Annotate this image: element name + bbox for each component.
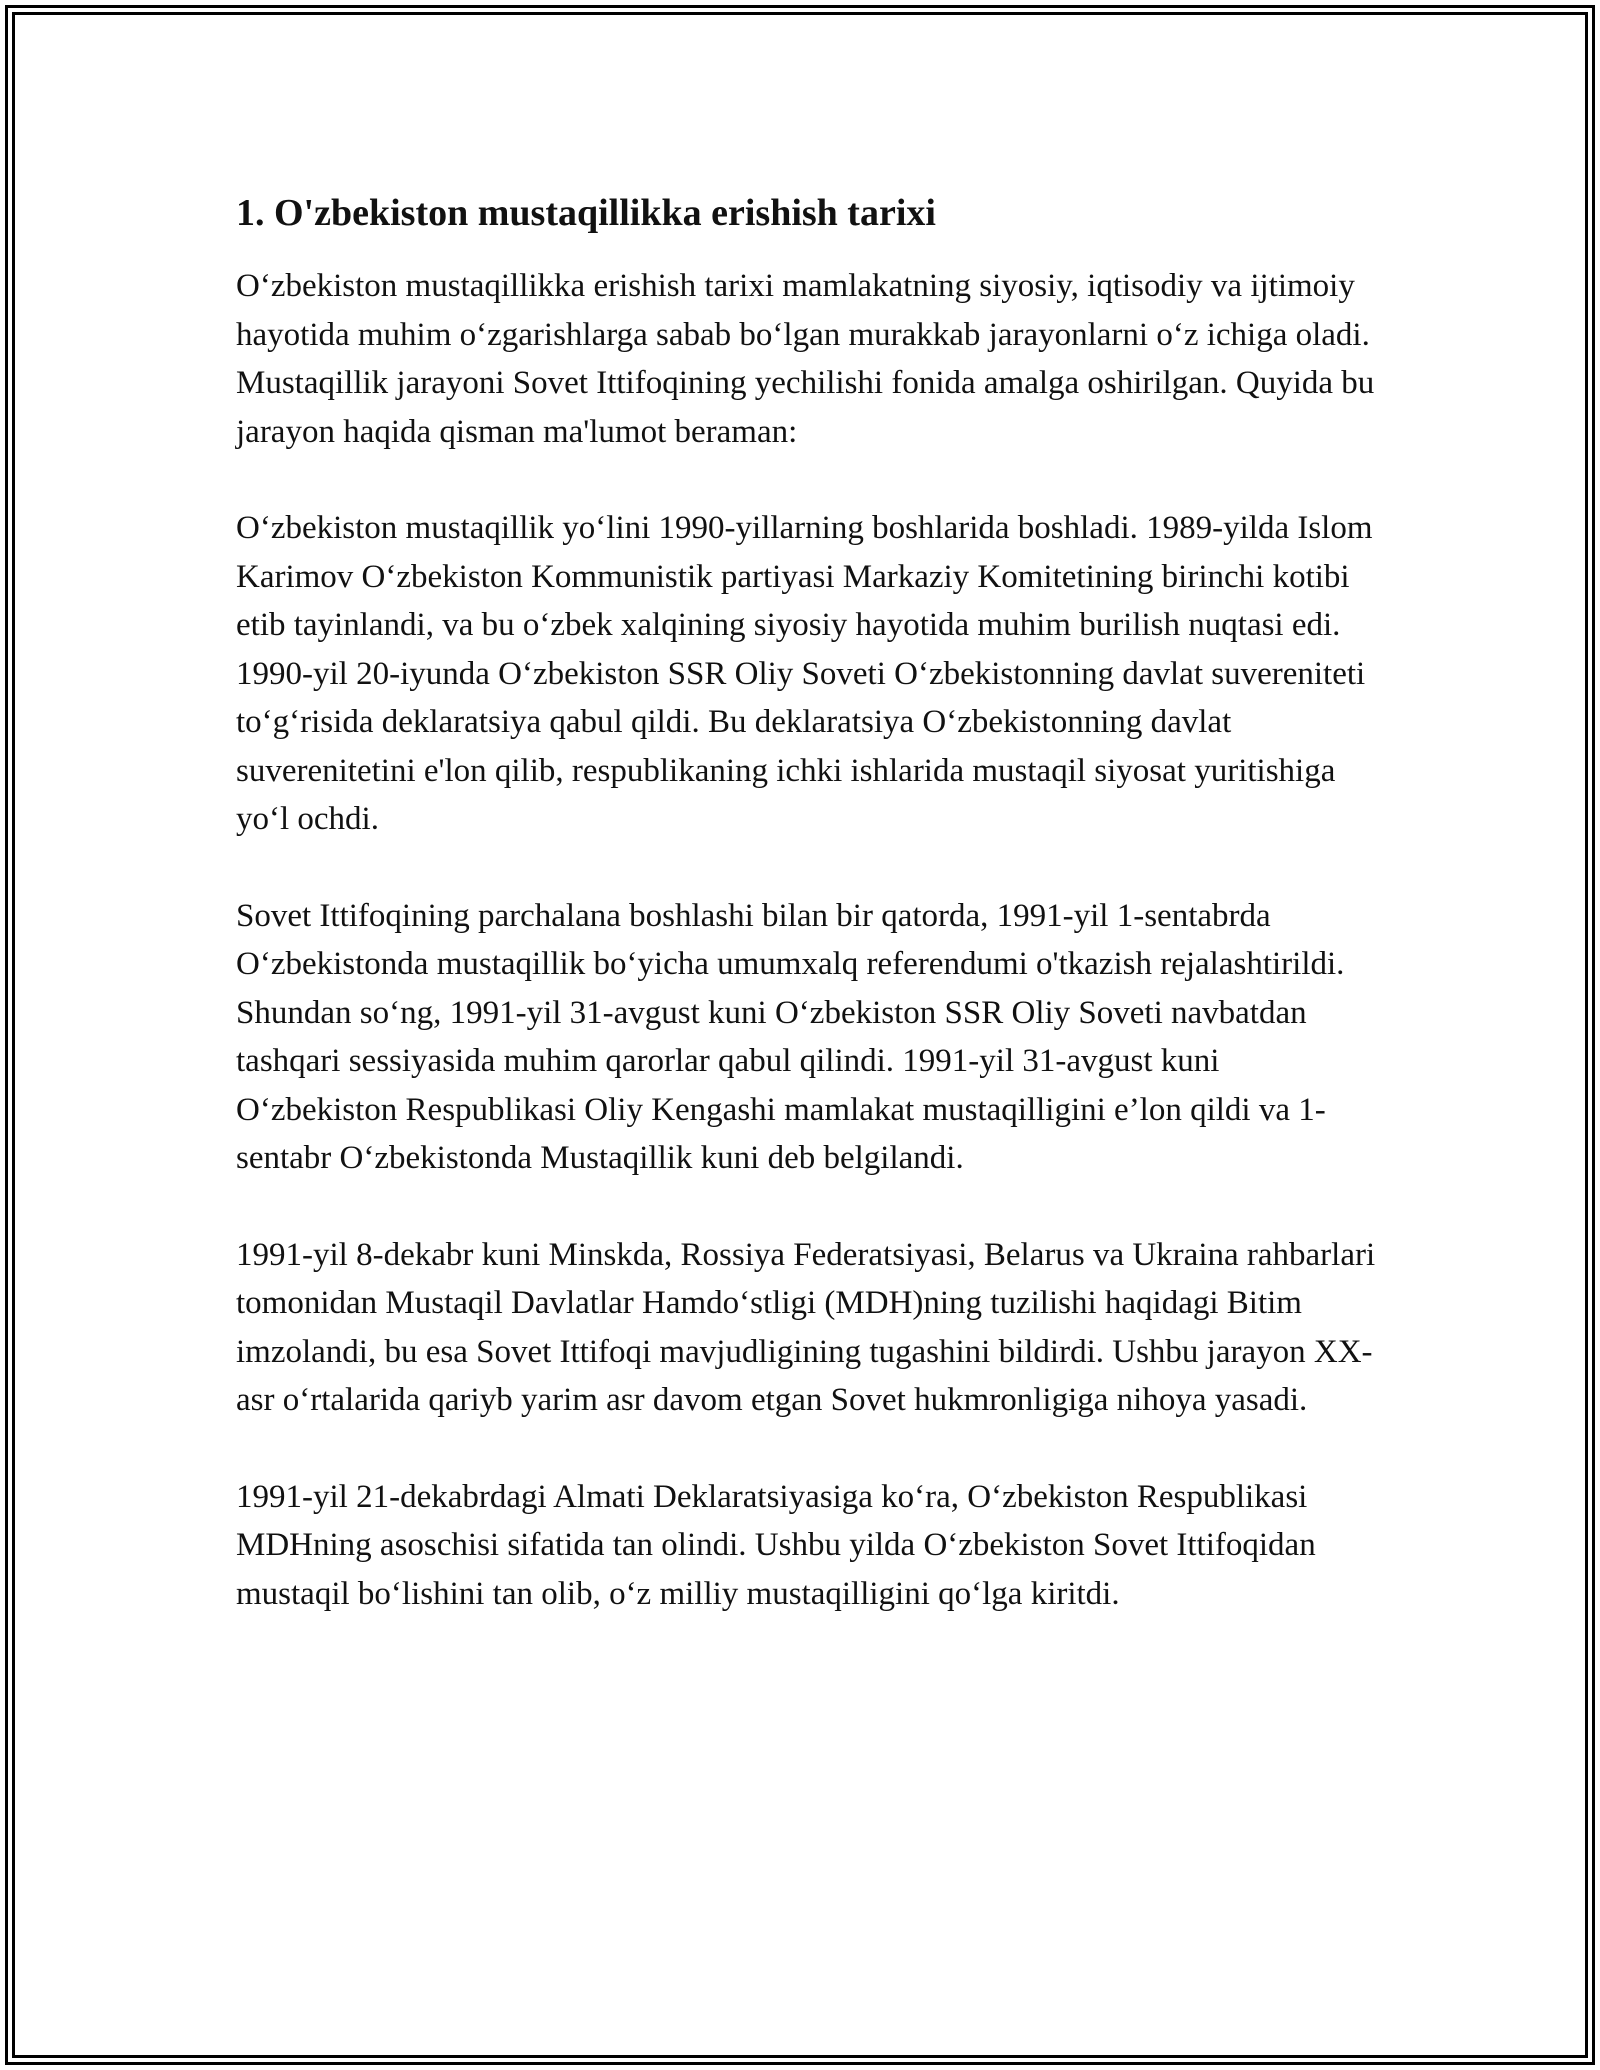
paragraph-sovereignty: O‘zbekiston mustaqillik yo‘lini 1990-yillarning boshlarida boshladi. 1989-yilda Islom Karimov O‘zbekiston Kommunistik partiyasi Markaziy Komitetining birinchi kotibi etib tayinlandi, va bu o‘zbek xalqining siyosiy hayotida muhim burilish nuqtasi edi. 1990-yil 20-iyunda O‘zbekiston SSR Oliy Soveti O‘zbekistonning davlat suvereniteti to‘g‘risida deklaratsiya qabul qildi. Bu deklaratsiya O‘zbekistonning davlat suverenitetini e'lon qilib, respublikaning ichki ishlarida mustaqil siyosat yuritishiga yo‘l ochdi. bbox=[236, 510, 1373, 837]
document-body bbox=[236, 186, 1386, 1666]
paragraph-intro: O‘zbekiston mustaqillikka erishish tarixi mamlakatning siyosiy, iqtisodiy va ijtimoiy hayotida muhim o‘zgarishlarga sabab bo‘lgan murakkab jarayonlarni o‘z ichiga oladi. Mustaqillik jarayoni Sovet Ittifoqining yechilishi fonida amalga oshirilgan. Quyida bu jarayon haqida qisman ma'lumot beraman: bbox=[236, 268, 1375, 450]
paragraph-almaty-declaration: 1991-yil 21-dekabrdagi Almati Deklaratsiyasiga ko‘ra, O‘zbekiston Respublikasi MDHning asoschisi sifatida tan olindi. Ushbu yilda O‘zbekiston Sovet Ittifoqidan mustaqil bo‘lishini tan olib, o‘z milliy mustaqilligini qo‘lga kiritdi. bbox=[236, 1478, 1316, 1612]
paragraph-cis-formation: 1991-yil 8-dekabr kuni Minskda, Rossiya Federatsiyasi, Belarus va Ukraina rahbarlari tomonidan Mustaqil Davlatlar Hamdo‘stligi (MDH)ning tuzilishi haqidagi Bitim imzolandi, bu esa Sovet Ittifoqi mavjudligining tugashini bildirdi. Ushbu jarayon XX-asr o‘rtalarida qariyb yarim asr davom etgan Sovet hukmronligiga nihoya yasadi. bbox=[236, 1236, 1376, 1418]
document-title: 1. O'zbekiston mustaqillikka erishish tarixi bbox=[236, 192, 936, 234]
paragraph-independence: Sovet Ittifoqining parchalana boshlashi bilan bir qatorda, 1991-yil 1-sentabrda O‘zbekistonda mustaqillik bo‘yicha umumxalq referendumi o'tkazish rejalashtirildi. Shundan so‘ng, 1991-yil 31-avgust kuni O‘zbekiston SSR Oliy Soveti navbatdan tashqari sessiyasida muhim qarorlar qabul qilindi. 1991-yil 31-avgust kuni O‘zbekiston Respublikasi Oliy Kengashi mamlakat mustaqilligini e’lon qildi va 1-sentabr O‘zbekistonda Mustaqillik kuni deb belgilandi. bbox=[236, 897, 1345, 1176]
